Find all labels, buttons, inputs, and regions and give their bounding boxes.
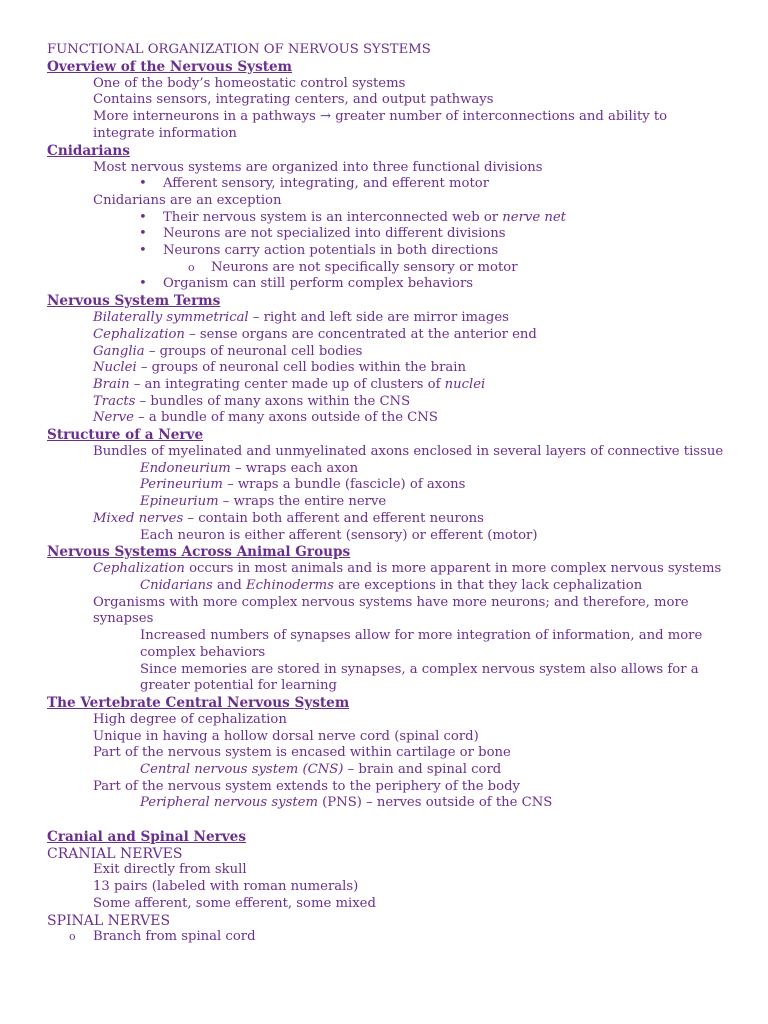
heading-cranial-spinal: Cranial and Spinal Nerves	[47, 828, 246, 845]
term: Nuclei	[93, 360, 137, 376]
term: Central nervous system (CNS)	[140, 762, 344, 778]
term-definition: (PNS) – nerves outside of the CNS	[317, 795, 553, 811]
term: Cnidarians	[140, 577, 213, 593]
bullet-item: • Afferent sensory, integrating, and efferent motor	[47, 176, 727, 193]
term-line	[47, 377, 727, 394]
structure-line: Bundles of myelinated and unmyelinated axons enclosed in several layers of connective tissue	[93, 444, 724, 460]
cranial-line: Some afferent, some efferent, some mixed	[93, 895, 376, 911]
document-title: FUNCTIONAL ORGANIZATION OF NERVOUS SYSTEMS	[47, 42, 431, 57]
term: Ganglia	[93, 343, 145, 359]
subheading-cranial-nerves: CRANIAL NERVES	[47, 845, 183, 862]
vertebrate-line: Unique in having a hollow dorsal nerve cord (spinal cord)	[93, 728, 479, 744]
blank-line	[47, 812, 727, 829]
term-definition: – groups of neuronal cell bodies	[144, 343, 363, 359]
vertebrate-line: Part of the nervous system is encased within cartilage or bone	[93, 745, 511, 761]
term: Peripheral nervous system	[140, 795, 318, 811]
groups-line: Increased numbers of synapses allow for more integration of information, and more complex behaviors	[140, 628, 703, 660]
document-page	[47, 42, 727, 946]
term-definition: – bundles of many axons within the CNS	[135, 393, 411, 409]
cranial-line: 13 pairs (labeled with roman numerals)	[93, 879, 359, 895]
term: Cephalization	[93, 561, 185, 577]
term-line	[47, 360, 727, 377]
sub-bullet-item: o Neurons are not specifically sensory or motor	[47, 260, 727, 277]
term-line	[47, 344, 727, 361]
cnidarians-line: Cnidarians are an exception	[93, 192, 282, 208]
heading-vertebrate-cns: The Vertebrate Central Nervous System	[47, 694, 350, 711]
heading-animal-groups: Nervous Systems Across Animal Groups	[47, 544, 351, 561]
term-definition: – contain both afferent and efferent neurons	[183, 510, 484, 526]
sub-bullet-item: o Branch from spinal cord	[47, 929, 727, 946]
structure-line: Each neuron is either afferent (sensory) or efferent (motor)	[140, 527, 538, 543]
term-definition: – brain and spinal cord	[343, 762, 502, 778]
text-connector: and	[212, 577, 246, 593]
term: Endoneurium	[140, 460, 231, 476]
subheading-spinal-nerves: SPINAL NERVES	[47, 912, 171, 929]
term-definition: – right and left side are mirror images	[248, 310, 509, 326]
heading-overview: Overview of the Nervous System	[47, 58, 293, 75]
overview-line: One of the body’s homeostatic control systems	[93, 75, 406, 91]
bullet-item: • Neurons carry action potentials in both directions	[47, 243, 727, 260]
vertebrate-line	[47, 795, 727, 812]
bullet-item: • Organism can still perform complex behaviors	[47, 276, 727, 293]
term-definition: – a bundle of many axons outside of the CNS	[133, 410, 438, 426]
heading-structure: Structure of a Nerve	[47, 427, 204, 444]
term: Mixed nerves	[93, 510, 184, 526]
term-line	[47, 410, 727, 427]
structure-line	[47, 511, 727, 528]
bullet-item: • Neurons are not specialized into different divisions	[47, 226, 727, 243]
term-definition: – groups of neuronal cell bodies within the brain	[136, 360, 466, 376]
term-definition: – wraps a bundle (fascicle) of axons	[222, 477, 466, 493]
vertebrate-line: Part of the nervous system extends to the periphery of the body	[93, 778, 520, 794]
term-definition: occurs in most animals and is more apparent in more complex nervous systems	[184, 561, 722, 577]
term-line	[47, 310, 727, 327]
term-line	[47, 394, 727, 411]
term-line	[47, 327, 727, 344]
overview-line: Contains sensors, integrating centers, and output pathways	[93, 92, 494, 108]
groups-line	[47, 561, 727, 578]
heading-cnidarians: Cnidarians	[47, 142, 130, 159]
cranial-line: Exit directly from skull	[93, 862, 247, 878]
term: Echinoderms	[245, 577, 334, 593]
term-definition: – wraps the entire nerve	[218, 494, 387, 510]
structure-line	[47, 461, 727, 478]
term-definition: are exceptions in that they lack cephalization	[333, 577, 643, 593]
term: Perineurium	[140, 477, 223, 493]
groups-line: Since memories are stored in synapses, a complex nervous system also allows for a greater potential for learning	[140, 661, 699, 694]
vertebrate-line	[47, 762, 727, 779]
term: Bilaterally symmetrical	[93, 310, 249, 326]
term: Brain	[93, 376, 130, 392]
term-definition: – wraps each axon	[230, 460, 359, 476]
term: Epineurium	[140, 494, 219, 510]
groups-line	[47, 578, 727, 595]
term-definition: – an integrating center made up of clusters of	[129, 376, 445, 392]
structure-line	[47, 477, 727, 494]
bullet-item	[47, 210, 727, 227]
term: nuclei	[444, 376, 486, 392]
term: Tracts	[93, 393, 136, 409]
vertebrate-line: High degree of cephalization	[93, 711, 287, 727]
groups-line: Organisms with more complex nervous systems have more neurons; and therefore, more synapses	[93, 594, 689, 627]
term-nerve-net: nerve net	[502, 209, 566, 225]
term: Cephalization	[93, 326, 185, 342]
cnidarians-line: Most nervous systems are organized into three functional divisions	[93, 159, 543, 175]
term-definition: – sense organs are concentrated at the anterior end	[184, 326, 537, 342]
structure-line	[47, 494, 727, 511]
bullet-text: Their nervous system is an interconnected web or	[163, 209, 503, 225]
overview-line: More interneurons in a pathways → greater number of interconnections and ability to integrate information	[93, 109, 668, 141]
term: Nerve	[93, 410, 134, 426]
heading-terms: Nervous System Terms	[47, 293, 221, 310]
